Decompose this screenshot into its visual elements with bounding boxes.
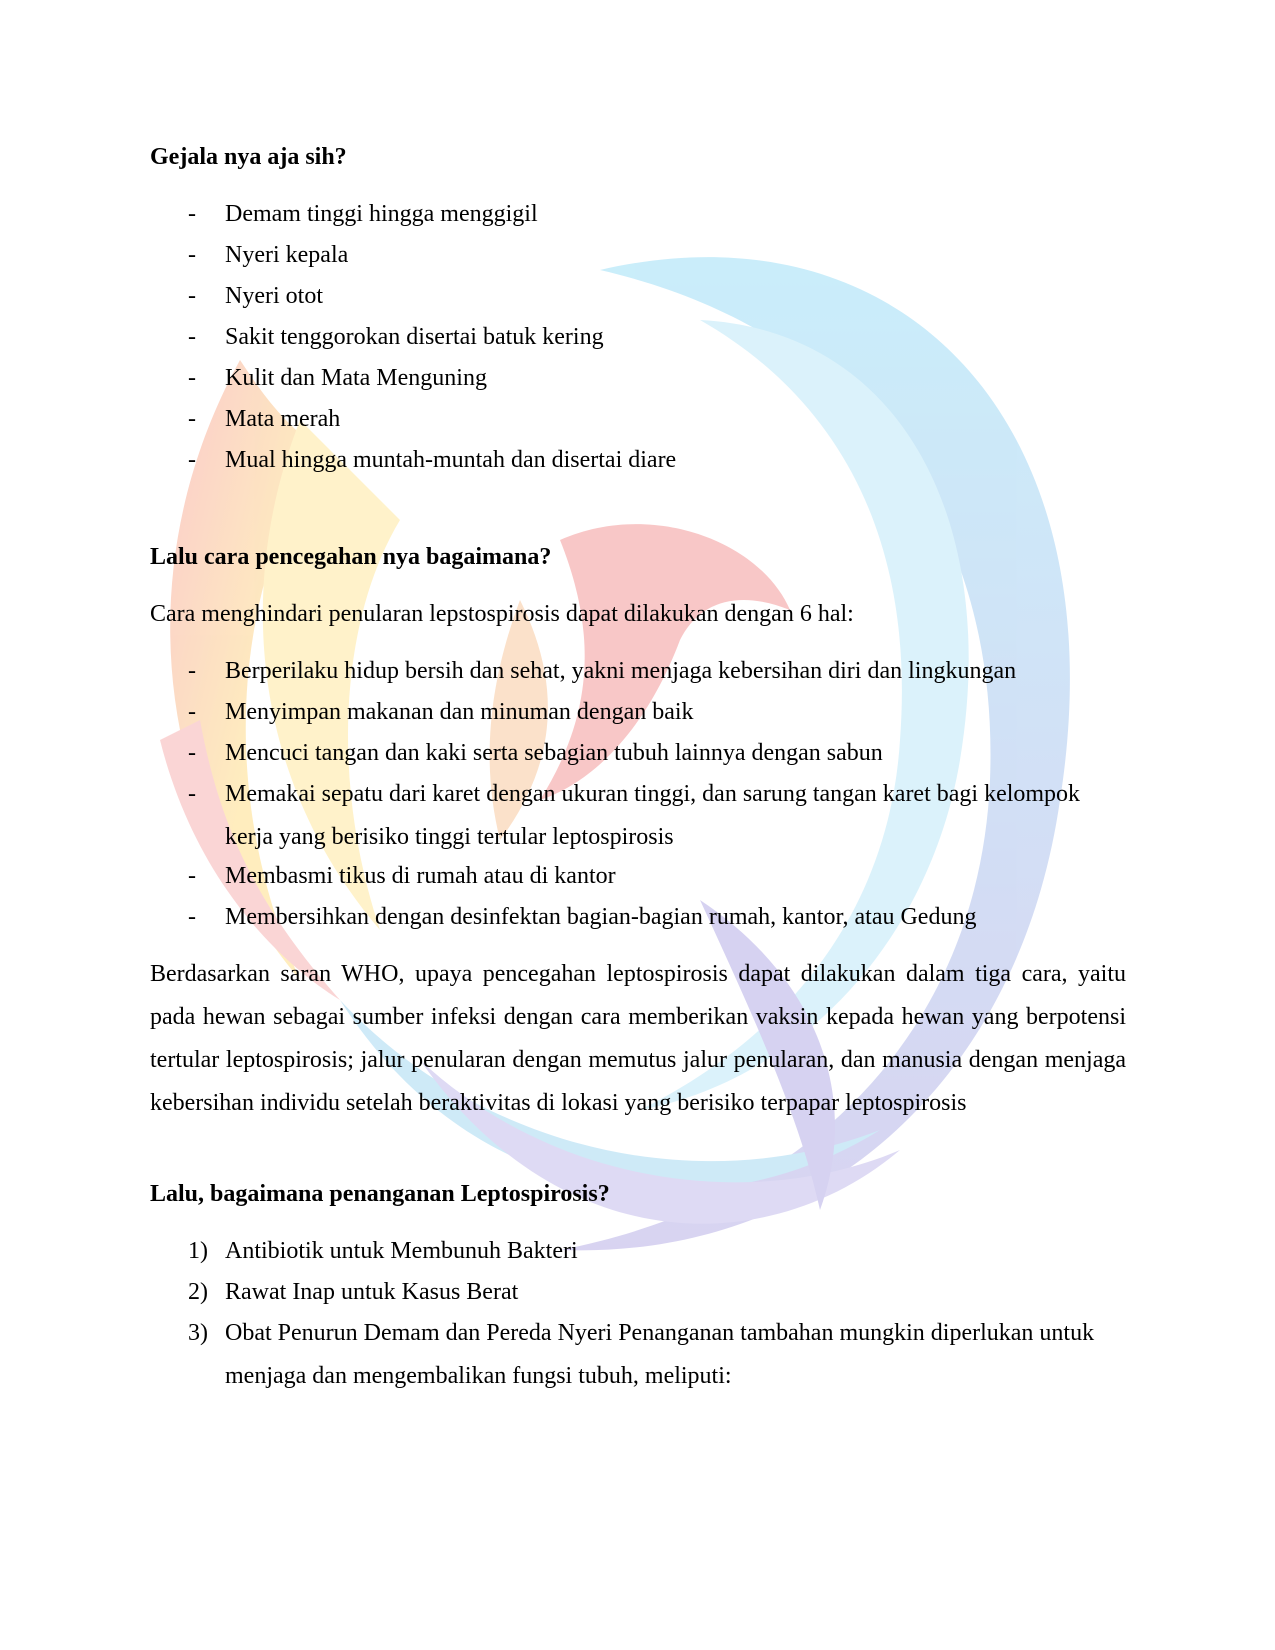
list-item-text: Memakai sepatu dari karet dengan ukuran tinggi, dan sarung tangan karet bagi kelompok kerja yang berisiko tinggi tertular leptospirosis bbox=[225, 781, 1081, 850]
dash-bullet: - bbox=[188, 740, 196, 766]
dash-bullet: - bbox=[188, 242, 196, 268]
dash-bullet: - bbox=[188, 699, 196, 725]
list-item-text: Demam tinggi hingga menggigil bbox=[225, 201, 538, 227]
list-item-text: Mual hingga muntah-muntah dan disertai diare bbox=[225, 447, 677, 473]
dash-bullet: - bbox=[188, 658, 196, 684]
dash-bullet: - bbox=[188, 201, 196, 227]
prevention-heading: Lalu cara pencegahan nya bagaimana? bbox=[150, 544, 552, 570]
prevention-intro: Cara menghindari penularan lepstospirosis dapat dilakukan dengan 6 hal: bbox=[150, 601, 854, 627]
list-item-text: Menyimpan makanan dan minuman dengan baik bbox=[225, 699, 694, 725]
dash-bullet: - bbox=[188, 781, 196, 807]
list-item-text: Rawat Inap untuk Kasus Berat bbox=[225, 1279, 519, 1305]
dash-bullet: - bbox=[188, 324, 196, 350]
list-item-text: Antibiotik untuk Membunuh Bakteri bbox=[225, 1238, 578, 1264]
list-item-text: Mencuci tangan dan kaki serta sebagian tubuh lainnya dengan sabun bbox=[225, 740, 883, 766]
list-number: 1) bbox=[188, 1238, 208, 1264]
list-item-text: Membersihkan dengan desinfektan bagian-bagian rumah, kantor, atau Gedung bbox=[225, 904, 977, 930]
list-number: 3) bbox=[188, 1320, 208, 1346]
dash-bullet: - bbox=[188, 365, 196, 391]
dash-bullet: - bbox=[188, 863, 196, 889]
list-item-text: Nyeri otot bbox=[225, 283, 323, 309]
dash-bullet: - bbox=[188, 447, 196, 473]
who-paragraph: Berdasarkan saran WHO, upaya pencegahan leptospirosis dapat dilakukan dalam tiga cara, yaitu pada hewan sebagai sumber infeksi dengan cara memberikan vaksin kepada hewan yang berpotensi tertular leptospirosis; jalur penularan dengan memutus jalur penularan, dan manusia dengan menjaga kebersihan individu setelah beraktivitas di lokasi yang berisiko terpapar leptospirosis bbox=[150, 961, 1126, 1116]
treatment-heading: Lalu, bagaimana penanganan Leptospirosis? bbox=[150, 1181, 610, 1207]
symptoms-heading: Gejala nya aja sih? bbox=[150, 144, 347, 170]
dash-bullet: - bbox=[188, 904, 196, 930]
dash-bullet: - bbox=[188, 406, 196, 432]
list-number: 2) bbox=[188, 1279, 208, 1305]
list-item-text: Sakit tenggorokan disertai batuk kering bbox=[225, 324, 604, 350]
list-item-text: Berperilaku hidup bersih dan sehat, yakni menjaga kebersihan diri dan lingkungan bbox=[225, 658, 1017, 684]
list-item-text: Nyeri kepala bbox=[225, 242, 349, 268]
dash-bullet: - bbox=[188, 283, 196, 309]
list-item-text: Mata merah bbox=[225, 406, 341, 432]
list-item-text: Membasmi tikus di rumah atau di kantor bbox=[225, 863, 616, 889]
list-item-text: Obat Penurun Demam dan Pereda Nyeri Penanganan tambahan mungkin diperlukan untuk menjaga dan mengembalikan fungsi tubuh, meliputi: bbox=[225, 1320, 1095, 1389]
list-item-text: Kulit dan Mata Menguning bbox=[225, 365, 487, 391]
